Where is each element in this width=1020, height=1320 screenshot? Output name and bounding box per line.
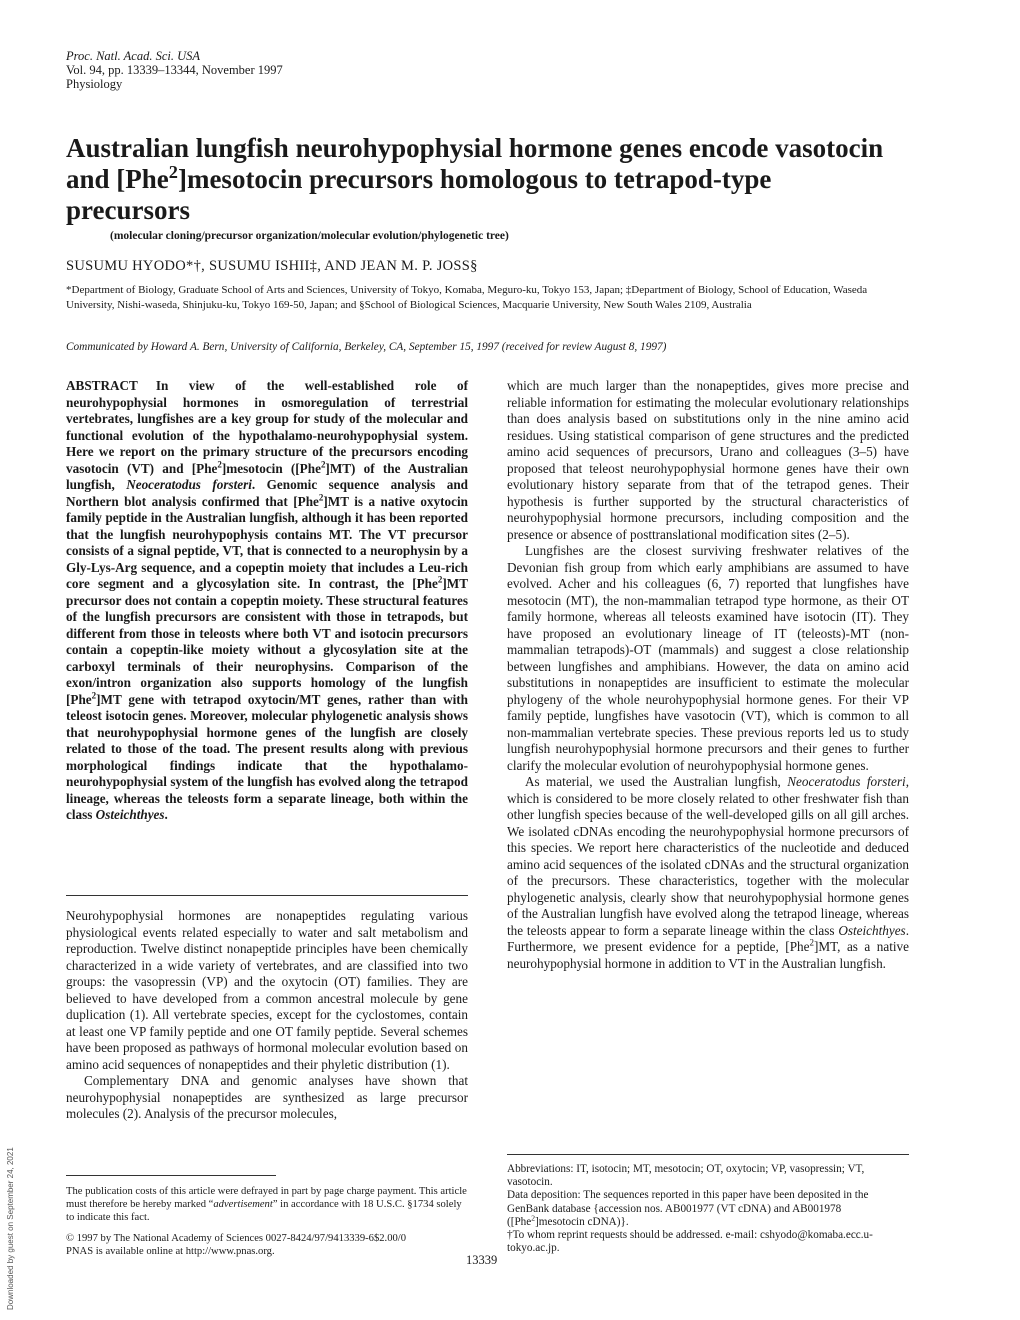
keywords: (molecular cloning/precursor organization/molecular evolution/phylogenetic tree) (110, 230, 509, 242)
publication-costs-note: The publication costs of this article were defrayed in part by page charge payment. This article must therefore be hereby marked “advertisement” in accordance with 18 U.S.C. §1734 solely to indicate this fact. (66, 1186, 467, 1223)
footnotes-right (507, 1163, 909, 1255)
footnote-divider-right (507, 1154, 909, 1155)
abstract-label: ABSTRACT (66, 378, 138, 393)
introduction-left (66, 908, 468, 1123)
right-paragraph-3: As material, we used the Australian lungfish, Neoceratodus forsteri, which is considered to be more closely related to other freshwater fish than other lungfish species because of the well-developed gills on all gill arches. We isolated cDNAs encoding the neurohypophysial hormone precursors of this species. We report here characteristics of the nucleotide and deduced amino acid sequences of the isolated cDNAs and the structural organization of the precursors. These characteristics, together with the molecular phylogenetic analysis, clearly show that neurohypophysial hormone genes of the Australian lungfish have evolved along the tetrapod lineage, whereas the teleosts appear to form a separate lineage within the class Osteichthyes. Furthermore, we present evidence for a peptide, [Phe$^2$]MT, as a native neurohypophysial hormone in addition to VT in the Australian lungfish. (507, 774, 910, 971)
authors: SUSUMU HYODO*†, SUSUMU ISHII‡, AND JEAN M. P. JOSS§ (66, 258, 478, 274)
copyright-note: © 1997 by The National Academy of Sciences 0027-8424/97/9413339-6$2.00/0 PNAS is available online at http://www.pnas.org. (66, 1233, 407, 1257)
abstract: ABSTRACT In view of the well-established role of neurohypophysial hormones in osmoregulation of terrestrial vertebrates, lungfishes are a key group for study of the molecular and functional evolution of the hypothalamo-neurohypophysial system. Here we report on the primary structure of the precursors encoding vasotocin (VT) and [Phe$^2$]mesotocin ([Phe$^2$]MT) of the Australian lungfish, Neoceratodus forsteri. Genomic sequence analysis and Northern blot analysis confirmed that [Phe$^2$]MT is a native oxytocin family peptide in the Australian lungfish, although it has been reported that the lungfish neurohypophysis contains MT. The VT precursor consists of a signal peptide, VT, that is connected to a neurophysin by a Gly-Lys-Arg sequence, and a copeptin moiety that includes a Leu-rich core segment and a glycosylation site. In contrast, the [Phe$^2$]MT precursor does not contain a copeptin moiety. These structural features of the lungfish precursors are consistent with those in tetrapods, but different from those in teleosts where both VT and isotocin precursors contain a copeptin-like moiety without a glycosylation site at the carboxyl terminals of their neurophysins. Comparison of the exon/intron organization also supports homology of the lungfish [Phe$^2$]MT gene with tetrapod oxytocin/MT genes, rather than with teleost isotocin genes. Moreover, molecular phylogenetic analysis shows that neurohypophysial hormone genes of the lungfish are closely related to those of the toad. The present results along with previous morphological findings indicate that the hypothalamo-neurohypophysial system of the lungfish has evolved along the tetrapod lineage, whereas the teleosts form a separate lineage, both within the class Osteichthyes. (66, 378, 469, 822)
article-title: Australian lungfish neurohypophysial hormone genes encode vasotocin and [Phe$^2$]mesotocin precursors homologous to tetrapod-type precursors (66, 133, 884, 225)
intro-paragraph-2: Complementary DNA and genomic analyses have shown that neurohypophysial nonapeptides are synthesized as large precursor molecules (2). Analysis of the precursor molecules, (66, 1073, 468, 1121)
introduction-right (507, 378, 909, 972)
download-watermark: Downloaded by guest on September 24, 2021 (6, 1147, 15, 1310)
intro-paragraph-1: Neurohypophysial hormones are nonapeptides regulating various physiological events related especially to water and salt metabolism and reproduction. Twelve distinct nonapeptide principles have been chemically characterized in a wide variety of vertebrates, and are classified into two groups: the vasopressin (VP) and the oxytocin (OT) families. They are believed to have developed from a common ancestral molecule by gene duplication (1). All vertebrate species, except for the cyclostomes, contain at least one VP family peptide and one OT family peptide. Several schemes have been proposed as pathways of hormonal molecular evolution based on amino acid sequences of nonapeptides and their phyletic distribution (1). (66, 908, 468, 1072)
data-deposition-note: Data deposition: The sequences reported in this paper have been deposited in the GenBank database {accession nos. AB001977 (VT cDNA) and AB001978 ([Phe$^2$]mesotocin cDNA)}. (507, 1189, 869, 1228)
page-number: 13339 (466, 1253, 498, 1267)
right-paragraph-1: which are much larger than the nonapeptides, gives more precise and reliable information for estimating the molecular evolutionary relationships than does analysis based on substitutions only in the nine amino acid residues. Using statistical comparison of gene structures and the predicted amino acid sequences of precursors, Urano and colleagues (3–5) have proposed that teleost neurohypophysial hormone genes have their own evolutionary history separate from that of the tetrapod genes. Their hypothesis is further supported by the structural characteristics of neurohypophysial hormone precursors, including composition and the presence or absence of posttranslational modification sites (2–5). (507, 378, 909, 542)
communicated-by: Communicated by Howard A. Bern, University of California, Berkeley, CA, September 15, 1997 (received for review August 8, 1997) (66, 341, 667, 353)
journal-header (66, 49, 283, 91)
footnote-divider-left (66, 1175, 276, 1176)
journal-volume: Vol. 94, pp. 13339–13344, November 1997 (66, 63, 283, 77)
journal-name: Proc. Natl. Acad. Sci. USA (66, 49, 201, 63)
abbreviations-note: Abbreviations: IT, isotocin; MT, mesotocin; OT, oxytocin; VP, vasopressin; VT, vasotocin. (507, 1163, 865, 1189)
affiliations: *Department of Biology, Graduate School of Arts and Sciences, University of Tokyo, Komaba, Meguro-ku, Tokyo 153, Japan; ‡Department of Biology, School of Education, Waseda University, Nishi-waseda, Shinjuku-ku, Tokyo 169-50, Japan; and §School of Biological Sciences, Macquarie University, New South Wales 2109, Australia (66, 284, 868, 311)
footnotes-left (66, 1185, 468, 1266)
right-paragraph-2: Lungfishes are the closest surviving freshwater relatives of the Devonian fish group from which early amphibians are assumed to have evolved. Acher and his colleagues (6, 7) reported that lungfishes have mesotocin (MT), the non-mammalian tetrapod type hormone, as their OT family hormone, whereas all teleosts examined have isotocin (IT). They have proposed an evolutionary lineage of IT (teleosts)-MT (non-mammalian tetrapods)-OT (mammals) and suggest a close relationship between lungfishes and amphibians. However, the data on amino acid substitutions in nonapeptides are insufficient to estimate the molecular phylogeny of the whole neurohypophysial hormone genes. For their VP family peptide, lungfishes have vasotocin (VT), which is common to all non-mammalian vertebrate species. These previous reports led us to study lungfish neurohypophysial hormone precursors and their genes to further clarify the molecular evolution of neurohypophysial hormone genes. (507, 543, 909, 773)
abstract-divider (66, 895, 468, 896)
reprint-note: †To whom reprint requests should be addressed. e-mail: cshyodo@komaba.ecc.u-tokyo.ac.jp. (507, 1229, 873, 1255)
journal-section: Physiology (66, 77, 123, 91)
